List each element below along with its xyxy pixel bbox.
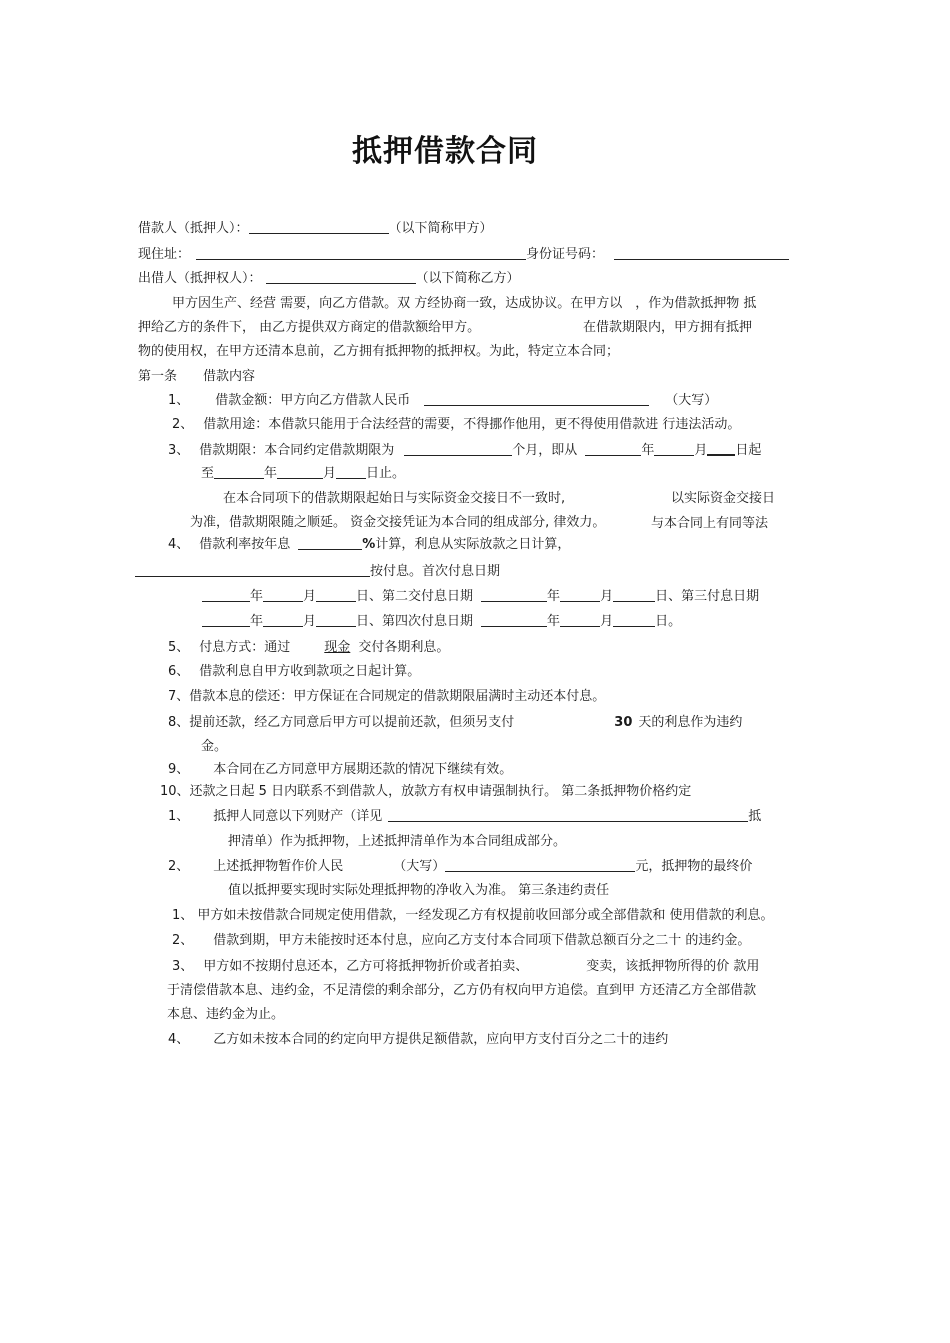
clause-text: 借款利息自甲方收到款项之日起计算。: [199, 664, 421, 679]
id-number-blank[interactable]: [614, 245, 789, 260]
clause-text: 本合同在乙方同意甲方展期还款的情况下继续有效。: [213, 762, 513, 777]
clause-3-3: [172, 957, 759, 977]
year-label: 年: [250, 589, 264, 604]
second-pay-year-blank[interactable]: [481, 587, 547, 602]
clause-text: 8、提前还款，经乙方同意后甲方可以提前还款，但须另支付: [168, 715, 515, 730]
day-label: 日、第三付息日期: [655, 589, 760, 604]
borrower-line: [138, 219, 493, 239]
third-pay-year-blank[interactable]: [202, 612, 250, 627]
clause-number: 2、: [168, 859, 190, 874]
day-label: 日、第二交付息日期: [356, 589, 474, 604]
month-label: 月: [303, 589, 317, 604]
payment-method-cash: 现金: [324, 640, 351, 655]
clause-text: 上述抵押物暂作价人民: [213, 859, 344, 874]
clause-1-4-line-4: [202, 612, 681, 632]
loan-amount-blank[interactable]: [424, 391, 649, 406]
payment-frequency-blank[interactable]: [135, 562, 370, 577]
clause-text: 借款到期，甲方未能按时还本付息，应向乙方支付本合同项下借款总额百分之二十 的违约金。: [213, 933, 751, 948]
lender-label: 出借人（抵押权人）：: [138, 271, 262, 286]
clause-text-mid: 个月，即从: [512, 443, 578, 458]
clause-text: 甲方如不按期付息还本，乙方可将抵押物折价或者拍卖、: [203, 959, 529, 974]
day-label: 日、第四次付息日期: [356, 614, 474, 629]
clause-1-4-line-2: [135, 562, 500, 582]
fourth-pay-month-blank[interactable]: [560, 612, 600, 627]
address-blank[interactable]: [196, 245, 526, 260]
year-label: 年: [547, 614, 561, 629]
fourth-pay-day-blank[interactable]: [613, 612, 655, 627]
penalty-days: 30: [614, 715, 633, 730]
third-pay-day-blank[interactable]: [316, 612, 356, 627]
clause-number: 1、: [168, 809, 190, 824]
clause-text-rest: 天的利息作为违约: [638, 715, 743, 730]
clause-3-2: [172, 931, 750, 951]
second-pay-month-blank[interactable]: [560, 587, 600, 602]
fourth-pay-year-blank[interactable]: [481, 612, 547, 627]
percent-sign: %: [362, 537, 376, 552]
month-label: 月: [600, 614, 614, 629]
clause-number: 4、: [168, 537, 190, 552]
clause-1-3-para-2b: 与本合同上有同等法: [651, 516, 769, 531]
clause-1-3-para-2: 为准，借款期限随之顺延。 资金交接凭证为本合同的组成部分, 律效力。: [190, 515, 606, 530]
preamble-line-1: 甲方因生产、经营 需要，向乙方借款。双 方经协商一致，达成协议。在甲方以 ，作为借款抵押物 抵: [172, 296, 757, 311]
year-label: 年: [264, 466, 278, 481]
year-label: 年: [547, 589, 561, 604]
clause-text: 乙方如未按本合同的约定向甲方提供足额借款，应向甲方支付百分之二十的违约: [213, 1032, 669, 1047]
clause-text: 借款用途：本借款只能用于合法经营的需要，不得挪作他用，更不得使用借款进 行违法活动。: [203, 417, 741, 432]
clause-1-3-end: [201, 464, 405, 484]
clause-3-1: 1、 甲方如未按借款合同规定使用借款，一经发现乙方有权提前收回部分或全部借款和 使用借款的利息。: [172, 908, 774, 923]
article-1-title: 借款内容: [203, 369, 256, 384]
clause-number: 2、: [172, 933, 194, 948]
clause-text: 付息方式：通过: [199, 640, 291, 655]
preamble-line-2: 押给乙方的条件下， 由乙方提供双方商定的借款额给甲方。: [138, 320, 481, 335]
collateral-list-blank[interactable]: [388, 807, 748, 822]
clause-number: 3、: [168, 443, 190, 458]
article-1-heading: [138, 367, 255, 387]
clause-3-3-line-2: 于清偿借款本息、违约金，不足清偿的剩余部分，乙方仍有权向甲方追偿。直到甲 方还清乙方全部借款: [167, 983, 757, 998]
first-pay-year-blank[interactable]: [202, 587, 250, 602]
first-pay-month-blank[interactable]: [263, 587, 303, 602]
clause-2-2-line-2: 值以抵押要实现时实际处理抵押物的净收入为准。 第三条违约责任: [228, 883, 610, 898]
clause-1-5: [168, 638, 449, 658]
clause-text-rest: 计算，利息从实际放款之日计算，: [375, 537, 571, 552]
month-label: 月: [303, 614, 317, 629]
clause-1-1: [168, 391, 717, 411]
end-day-blank[interactable]: [336, 464, 366, 479]
year-label: 年: [250, 614, 264, 629]
term-months-blank[interactable]: [404, 441, 512, 456]
clause-number: 1、: [168, 393, 190, 408]
clause-text: 借款期限：本合同约定借款期限为: [199, 443, 395, 458]
uppercase-label: （大写）: [393, 859, 446, 874]
clause-text: 借款利率按年息: [199, 537, 291, 552]
clause-3-3-line-3: 本息、违约金为止。: [167, 1007, 285, 1022]
address-label: 现住址：: [138, 247, 191, 262]
clause-text: 按付息。首次付息日期: [370, 564, 501, 579]
borrower-label: 借款人（抵押人）：: [138, 221, 249, 236]
third-pay-month-blank[interactable]: [263, 612, 303, 627]
clause-1-3-para-1: 在本合同项下的借款期限起始日与实际资金交接日不一致时,: [223, 491, 566, 506]
clause-3-4: [168, 1030, 668, 1050]
year-label: 年: [641, 443, 655, 458]
month-label: 月: [323, 466, 337, 481]
first-pay-day-blank[interactable]: [316, 587, 356, 602]
clause-1-8-line-2: 金。: [201, 739, 228, 754]
clause-1-3: [168, 440, 761, 461]
lender-suffix: （以下简称乙方）: [415, 271, 520, 286]
document-title: 抵押借款合同: [352, 134, 538, 169]
second-pay-day-blank[interactable]: [613, 587, 655, 602]
collateral-value-blank[interactable]: [445, 857, 635, 872]
lender-name-blank[interactable]: [266, 269, 416, 284]
clause-text: 抵押人同意以下列财产（详见: [213, 809, 383, 824]
day-label: 日止。: [366, 466, 406, 481]
borrower-suffix: （以下简称甲方）: [388, 221, 493, 236]
clause-number: 4、: [168, 1032, 190, 1047]
end-month-blank[interactable]: [277, 464, 323, 479]
clause-1-10: 10、还款之日起 5 日内联系不到借款人，放款方有权申请强制执行。 第二条抵押物价格约定: [160, 784, 692, 799]
clause-number: 9、: [168, 762, 190, 777]
clause-number: 5、: [168, 640, 190, 655]
clause-1-8: [168, 713, 742, 733]
clause-1-6: [168, 662, 420, 682]
interest-rate-blank[interactable]: [298, 535, 362, 550]
clause-1-3-para-1b: 以实际资金交接日: [671, 491, 776, 506]
address-line: [138, 245, 789, 265]
clause-2-2: [168, 857, 752, 877]
start-month-blank[interactable]: [654, 441, 694, 456]
month-label: 月: [600, 589, 614, 604]
id-label: 身份证号码：: [526, 247, 605, 262]
lender-line: [138, 269, 520, 289]
start-year-blank[interactable]: [585, 441, 641, 456]
clause-1-9: [168, 760, 512, 780]
month-label: 月: [694, 443, 708, 458]
preamble-line-2b: 在借款期限内，甲方拥有抵押: [583, 320, 753, 335]
clause-1-2: [172, 415, 740, 435]
clause-1-4-line-3: [202, 587, 759, 607]
day-label: 日起: [735, 443, 762, 458]
clause-1-4: [168, 535, 570, 555]
clause-2-1: [168, 807, 761, 827]
day-label: 日。: [655, 614, 682, 629]
article-1-number: 第一条: [138, 369, 178, 384]
clause-text-end: 抵: [748, 809, 762, 824]
borrower-name-blank[interactable]: [249, 219, 389, 234]
clause-number: 2、: [172, 417, 194, 432]
clause-text-rest: 变卖，该抵押物所得的价 款用: [586, 959, 760, 974]
end-year-blank[interactable]: [214, 464, 264, 479]
clause-text-rest: 元，抵押物的最终价: [635, 859, 753, 874]
clause-suffix: （大写）: [665, 393, 718, 408]
clause-text: 借款金额：甲方向乙方借款人民币: [215, 393, 411, 408]
clause-number: 3、: [172, 959, 194, 974]
start-day-blank[interactable]: [707, 440, 735, 456]
clause-1-7: 7、借款本息的偿还：甲方保证在合同规定的借款期限届满时主动还本付息。: [168, 689, 606, 704]
to-label: 至: [201, 466, 215, 481]
clause-number: 6、: [168, 664, 190, 679]
preamble-line-3: 物的使用权，在甲方还清本息前，乙方拥有抵押物的抵押权。为此，特定立本合同；: [138, 344, 620, 359]
clause-text-rest: 交付各期利息。: [358, 640, 450, 655]
clause-2-1-line-2: 押清单）作为抵押物，上述抵押清单作为本合同组成部分。: [228, 834, 567, 849]
